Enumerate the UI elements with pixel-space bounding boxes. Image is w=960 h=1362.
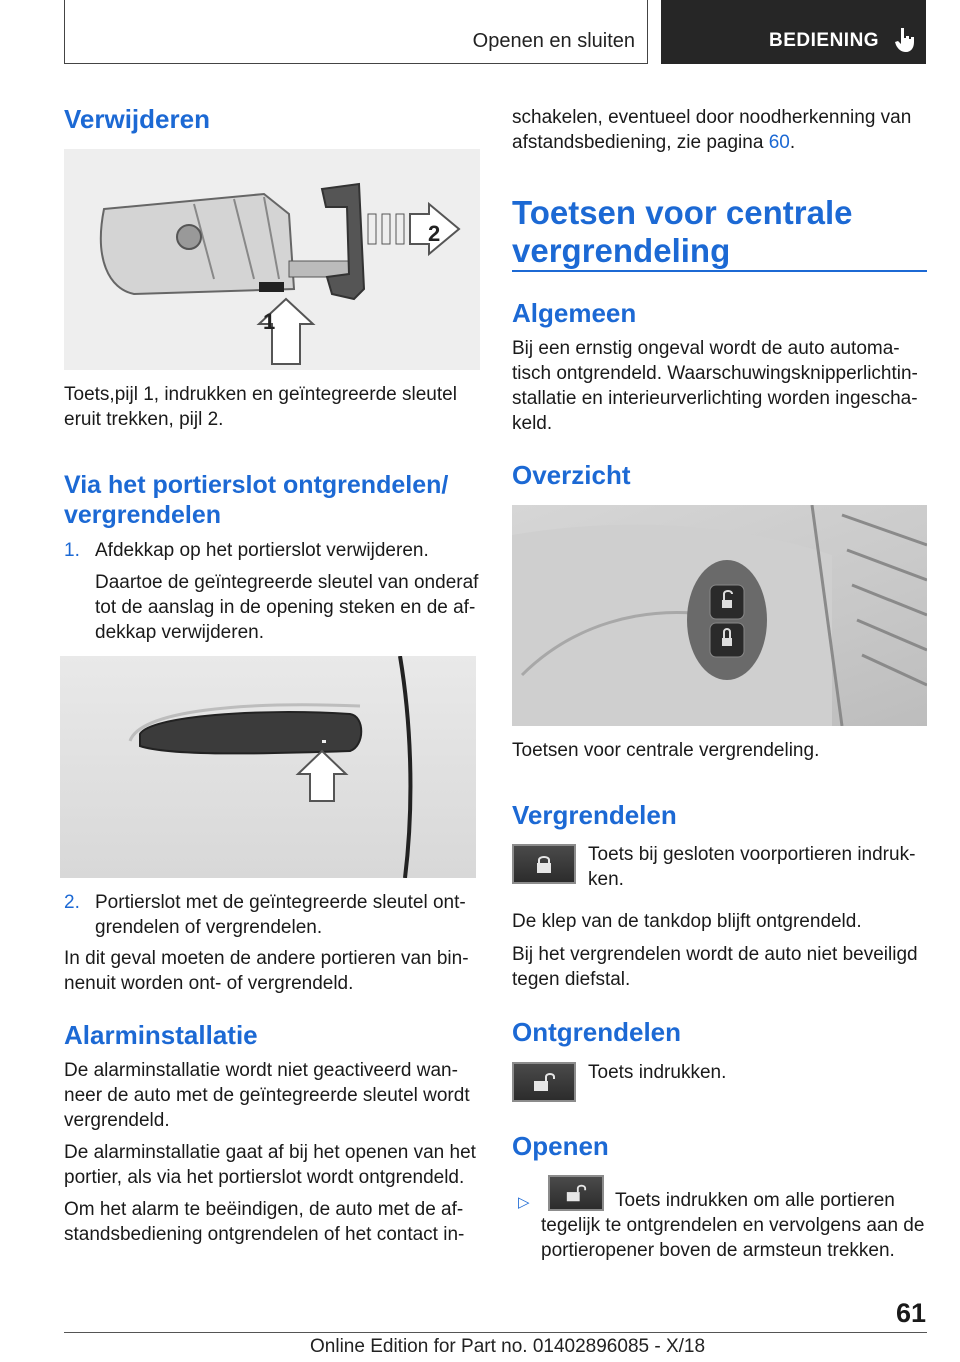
openen-paragraph-rest: tegelijk te ontgrendelen en vervolgens aan de portieropener boven de armsteun trekken. (541, 1215, 925, 1261)
heading-vergrendelen: Vergrendelen (512, 800, 677, 830)
algemeen-paragraph: Bij een ernstig ongeval wordt de auto automa- tisch ontgrendeld. Waarschuwingsknipperlichtin- stallatie en interieurverlichting worden ingescha- keld. (512, 338, 918, 434)
heading-toetsen-centrale-vergrendeling: Toetsen voor centrale vergrendeling (512, 194, 853, 269)
page-number: 61 (895, 1298, 926, 1328)
heading-underline (512, 270, 927, 272)
heading-overzicht: Overzicht (512, 460, 631, 490)
lock-closed-icon (532, 852, 556, 876)
heading-verwijderen: Verwijderen (64, 104, 210, 134)
door-panel-drawing (512, 505, 927, 726)
door-handle-photo (60, 656, 476, 878)
vergrendelen-paragraph: Toets bij gesloten voorportieren indruk- ken. (588, 844, 916, 890)
step-1-detail: Daartoe de geïntegreerde sleutel van onderaf tot de aanslag in de opening steken en de af- dekkap verwijderen. (95, 572, 479, 643)
lock-button-image (512, 844, 576, 884)
header-chapter-title: BEDIENING (769, 30, 880, 51)
vergrendelen-diefstal: Bij het vergrendelen wordt de auto niet beveiligd tegen diefstal. (512, 944, 918, 990)
continued-paragraph: schakelen, eventueel door noodherkenning van afstandsbediening, zie pagina 60. (512, 107, 912, 153)
step-2-number: 2. (64, 892, 80, 913)
step-1-text: Afdekkap op het portierslot verwijderen. (95, 540, 429, 561)
openen-line-1: Toets indrukken om alle portieren (615, 1190, 895, 1211)
header-section-tab[interactable] (64, 0, 648, 64)
note-portierslot: In dit geval moeten de andere portieren van bin- nenuit worden ont- of vergrendeld. (64, 948, 469, 994)
page-60-link[interactable]: 60 (768, 132, 790, 153)
unlock-button-image (512, 1062, 576, 1102)
unlock-button-image-inline (548, 1175, 604, 1211)
label-2: 2 (428, 221, 441, 246)
alarm-paragraph-3: Om het alarm te beëindigen, de auto met de af- standsbediening ontgrendelen of het contact in- (64, 1199, 465, 1245)
heading-alarminstallatie: Alarminstallatie (64, 1020, 258, 1050)
footer-edition: Online Edition for Part no. 01402896085 - X/18 (310, 1336, 706, 1357)
lock-open-icon (531, 1070, 557, 1094)
caption-overzicht: Toetsen voor centrale vergrendeling. (512, 740, 820, 761)
heading-algemeen: Algemeen (512, 298, 637, 328)
pointing-hand-icon (893, 26, 917, 54)
header-chapter-tab[interactable] (661, 0, 926, 64)
door-handle-drawing (60, 656, 476, 878)
header-section-title: Openen en sluiten (472, 30, 635, 52)
central-locking-buttons-photo (512, 505, 927, 726)
ontgrendelen-paragraph: Toets indrukken. (588, 1062, 727, 1083)
alarm-paragraph-2: De alarminstallatie gaat af bij het openen van het portier, als via het portierslot wordt ontgrendeld. (64, 1142, 476, 1188)
vergrendelen-tankdop: De klep van de tankdop blijft ontgrendeld. (512, 911, 862, 932)
caption-verwijderen: Toets,pijl 1, indrukken en geïntegreerde sleutel eruit trekken, pijl 2. (64, 384, 457, 430)
heading-portierslot: Via het portierslot ontgrendelen/ vergrendelen (64, 471, 449, 529)
key-fob-drawing (64, 149, 480, 370)
alarm-paragraph-1: De alarminstallatie wordt niet geactiveerd wan- neer de auto met de geïntegreerde sleutel wordt vergrendeld. (64, 1060, 470, 1131)
heading-ontgrendelen: Ontgrendelen (512, 1017, 682, 1047)
step-1-number: 1. (64, 540, 80, 561)
lock-open-icon (564, 1182, 588, 1204)
footer-divider (64, 1332, 927, 1333)
heading-openen: Openen (512, 1131, 609, 1161)
key-removal-illustration (64, 149, 480, 370)
step-2-text: Portierslot met de geïntegreerde sleutel ont- grendelen of vergrendelen. (95, 892, 466, 938)
label-1: 1 (263, 309, 276, 334)
bullet-triangle-icon: ▷ (518, 1194, 530, 1211)
